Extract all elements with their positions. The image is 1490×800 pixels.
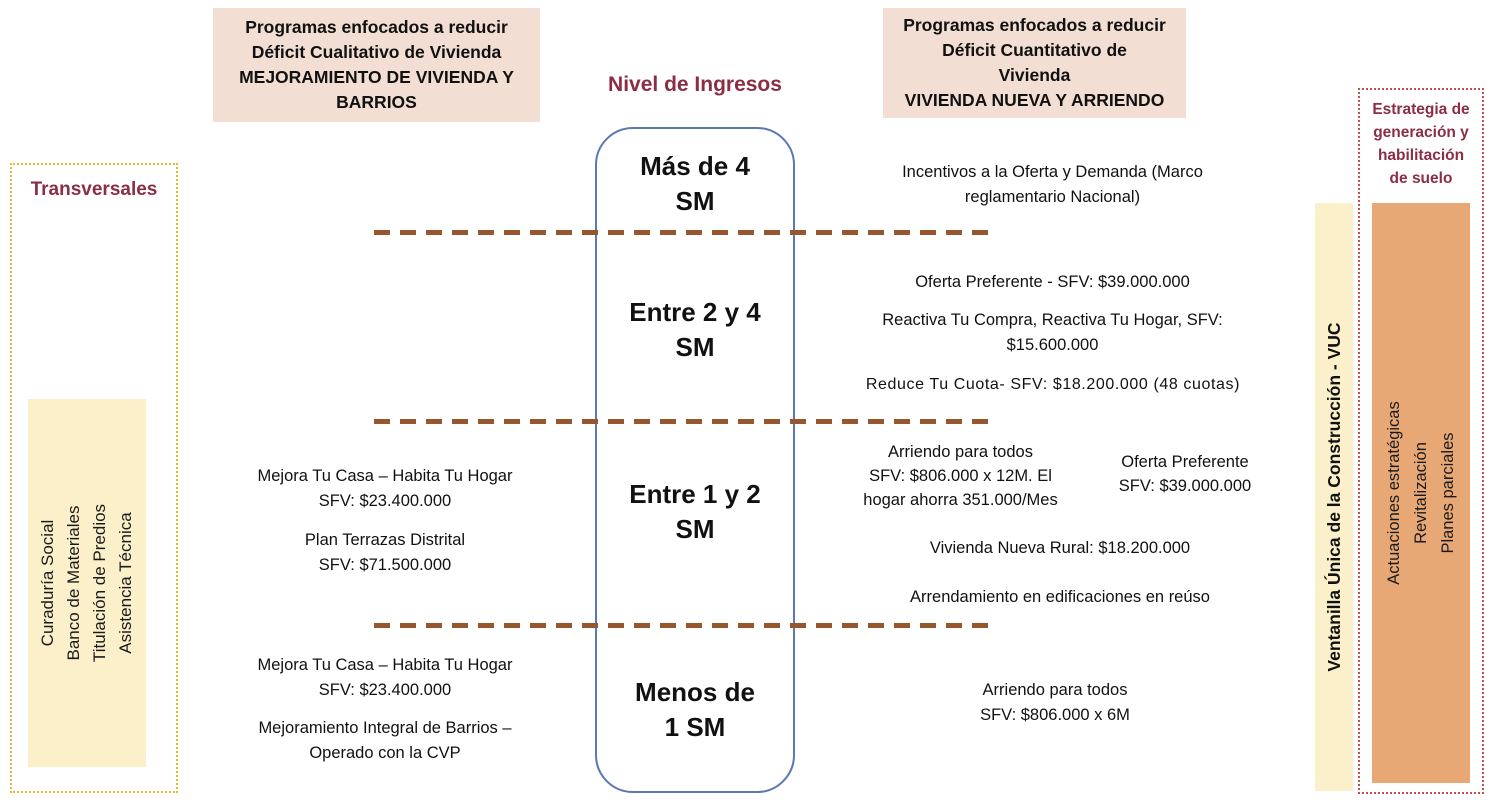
transversales-title: Transversales — [30, 179, 158, 200]
program-line: SFV: $806.000 x 12M. El — [869, 467, 1052, 485]
vuc-rotated-text — [1315, 203, 1353, 791]
qualitative-deficit-header — [213, 8, 540, 122]
vuc-label: Ventanilla Única de la Construcción - VUC — [1323, 322, 1344, 672]
suelo-rotated-text — [1372, 203, 1470, 783]
title-line: generación y — [1373, 124, 1469, 141]
band-line: 1 SM — [664, 712, 726, 742]
program-line: Reactiva Tu Compra, Reactiva Tu Hogar, SFV: — [882, 311, 1223, 329]
transversales-item: Banco de Materiales — [64, 505, 83, 661]
suelo-item: Actuaciones estratégicas — [1384, 401, 1403, 585]
quantitative-deficit-header — [883, 8, 1186, 118]
header-line: Vivienda — [998, 65, 1071, 85]
header-line: Déficit Cualitativo de Vivienda — [251, 42, 502, 62]
title-line: de suelo — [1389, 170, 1453, 187]
suelo-strategy-panel — [1358, 88, 1484, 794]
program-mejora-tu-casa-1-2 — [225, 464, 545, 514]
program-line: SFV: $71.500.000 — [318, 556, 452, 574]
vuc-bar — [1315, 203, 1353, 791]
program-line: Mejoramiento Integral de Barrios – — [258, 719, 512, 737]
header-line: Déficit Cuantitativo de — [942, 40, 1127, 60]
transversales-item: Asistencia Técnica — [116, 512, 135, 654]
program-line: SFV: $23.400.000 — [318, 681, 452, 699]
transversales-item: Titulación de Predios — [90, 503, 109, 663]
header-line: VIVIENDA NUEVA Y ARRIENDO — [904, 90, 1165, 110]
income-band-entre-1-2sm — [597, 477, 793, 547]
band-line: SM — [675, 514, 715, 544]
program-line: Mejora Tu Casa – Habita Tu Hogar — [257, 467, 513, 485]
program-arriendo-para-todos-12m — [838, 440, 1083, 512]
program-line: hogar ahorra 351.000/Mes — [863, 491, 1058, 509]
transversales-items-box — [28, 399, 146, 767]
program-line: SFV: $39.000.000 — [1118, 477, 1252, 495]
header-line: BARRIOS — [336, 92, 417, 112]
suelo-items-box — [1372, 203, 1470, 783]
band-line: Más de 4 — [640, 151, 750, 181]
program-line: Incentivos a la Oferta y Demanda (Marco — [902, 163, 1203, 181]
income-scale-container — [595, 127, 795, 793]
program-line: reglamentario Nacional) — [964, 188, 1141, 206]
program-line: Operado con la CVP — [309, 744, 461, 762]
band-separator-dashed-line — [374, 230, 996, 235]
program-mejoramiento-integral-barrios — [215, 716, 555, 766]
program-vivienda-nueva-rural: Vivienda Nueva Rural: $18.200.000 — [929, 539, 1191, 557]
program-line: Mejora Tu Casa – Habita Tu Hogar — [257, 656, 513, 674]
header-line: Programas enfocados a reducir — [903, 15, 1166, 35]
income-band-menos-1sm — [597, 675, 793, 745]
band-line: SM — [675, 186, 715, 216]
program-reduce-tu-cuota: Reduce Tu Cuota- SFV: $18.200.000 (48 cuotas) — [865, 376, 1241, 393]
header-line: Programas enfocados a reducir — [245, 17, 508, 37]
income-band-mas-de-4sm — [597, 149, 793, 219]
income-band-entre-2-4sm — [597, 295, 793, 365]
title-line: habilitación — [1377, 147, 1465, 164]
program-line: SFV: $23.400.000 — [318, 492, 452, 510]
suelo-strategy-title — [1360, 98, 1482, 190]
band-separator-dashed-line — [374, 623, 996, 628]
program-line: $15.600.000 — [1006, 336, 1099, 354]
program-line: Arriendo para todos — [982, 681, 1128, 699]
program-incentivos-oferta-demanda — [845, 160, 1260, 210]
suelo-item: Revitalización — [1411, 442, 1430, 544]
program-reactiva — [845, 308, 1260, 358]
program-oferta-preferente-1-2 — [1095, 450, 1275, 498]
program-arriendo-para-todos-6m — [930, 678, 1180, 728]
band-line: Entre 1 y 2 — [629, 479, 761, 509]
program-plan-terrazas — [225, 528, 545, 578]
income-level-title: Nivel de Ingresos — [608, 73, 782, 96]
band-line: Entre 2 y 4 — [629, 297, 761, 327]
band-line: SM — [675, 332, 715, 362]
band-separator-dashed-line — [374, 419, 996, 424]
program-oferta-preferente-2-4: Oferta Preferente - SFV: $39.000.000 — [915, 273, 1190, 291]
transversales-item: Curaduría Social — [38, 519, 57, 647]
program-mejora-tu-casa-menos-1 — [225, 653, 545, 703]
program-line: Arriendo para todos — [888, 443, 1033, 461]
program-line: Plan Terrazas Distrital — [304, 531, 466, 549]
band-line: Menos de — [635, 677, 755, 707]
program-line: Oferta Preferente — [1121, 453, 1249, 471]
title-line: Estrategia de — [1372, 101, 1470, 118]
program-line: SFV: $806.000 x 6M — [980, 706, 1130, 724]
header-line: MEJORAMIENTO DE VIVIENDA Y — [239, 67, 514, 87]
transversales-rotated-text — [28, 399, 146, 767]
transversales-panel — [10, 163, 178, 793]
suelo-item: Planes parciales — [1438, 432, 1457, 554]
program-arrendamiento-reuso: Arrendamiento en edificaciones en reúso — [910, 588, 1210, 606]
